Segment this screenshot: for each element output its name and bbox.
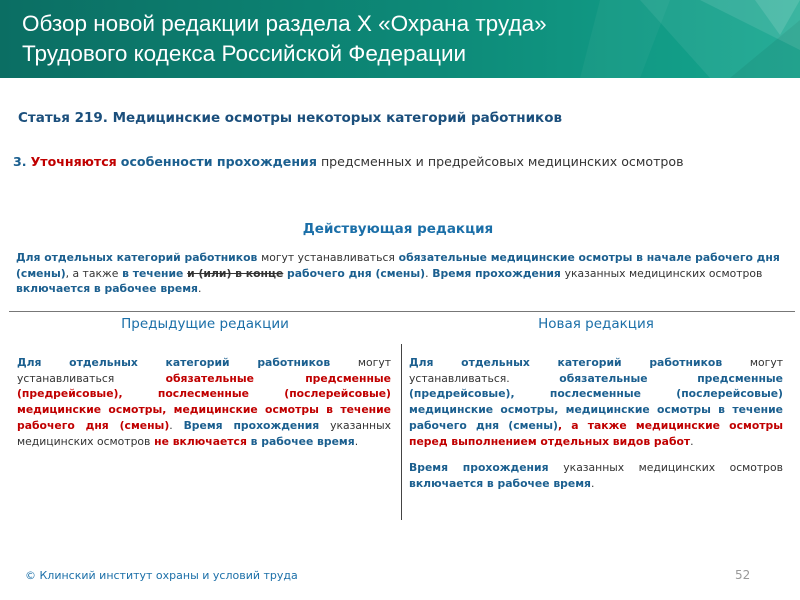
current-t7: рабочего дня (смены)	[287, 266, 426, 280]
new-t6: Время прохождения	[409, 461, 549, 475]
previous-t2: могут устанавливаться	[17, 356, 391, 385]
current-t5: в течение	[122, 266, 184, 280]
previous-t4: .	[169, 418, 173, 432]
footer-organization: © Клинский институт охраны и условий труда	[25, 569, 298, 582]
previous-editions-text	[17, 355, 391, 449]
new-t7: указанных медицинских осмотров	[563, 461, 784, 475]
new-t3: обязательные предсменные (предрейсовые), послесменные (послерейсовые) медицинские осмотры, медицинские осмотры в течение рабочего дня (смены)	[409, 371, 783, 432]
point-number: 3.	[13, 154, 27, 169]
previous-t5: Время прохождения	[183, 418, 320, 432]
new-t5: .	[690, 434, 694, 448]
current-t1: Для отдельных категорий работников	[16, 251, 258, 264]
previous-t8: в рабочее время	[250, 434, 355, 448]
new-edition-heading: Новая редакция	[538, 316, 654, 332]
current-edition-text	[16, 250, 784, 297]
current-t2: могут устанавливаться	[261, 251, 395, 264]
article-title: Статья 219. Медицинские осмотры некоторых категорий работников	[18, 110, 563, 126]
current-t8: .	[425, 266, 429, 280]
current-t11: включается в рабочее время	[16, 282, 198, 295]
new-t2: могут устанавливаться.	[409, 356, 783, 385]
divider-horizontal	[9, 311, 795, 312]
previous-editions-heading: Предыдущие редакции	[121, 316, 289, 332]
current-t10: указанных медицинских осмотров	[564, 266, 763, 280]
slide-title-line-1: Обзор новой редакции раздела X «Охрана труда»	[22, 11, 547, 36]
point-3	[13, 153, 783, 171]
current-t3: обязательные медицинские осмотры в начале рабочего дня (смены)	[16, 251, 780, 280]
divider-vertical	[401, 344, 402, 520]
new-edition-text	[409, 355, 783, 492]
slide-title	[22, 9, 662, 69]
previous-t7: не включается	[154, 434, 247, 448]
slide-header	[0, 0, 800, 78]
point-red-word: Уточняются	[30, 154, 117, 169]
current-t6-struck: и (или) в конце	[187, 266, 284, 280]
new-t4: , а также медицинские осмотры перед выполнением отдельных видов работ	[409, 418, 783, 448]
previous-t6: указанных медицинских осмотров	[17, 418, 391, 448]
new-t9: .	[590, 476, 595, 490]
previous-t3: обязательные предсменные (предрейсовые), послесменные (послерейсовые) медицинские осмотры, медицинские осмотры в течение рабочего дня (смены)	[17, 371, 392, 432]
current-t9: Время прохождения	[432, 266, 561, 280]
point-rest: предсменных и предрейсовых медицинских осмотров	[320, 154, 684, 169]
slide-title-line-2: Трудового кодекса Российской Федерации	[22, 41, 467, 66]
previous-t1: Для отдельных категорий работников	[17, 356, 331, 369]
current-edition-heading: Действующая редакция	[302, 221, 494, 237]
previous-t9: .	[354, 434, 359, 448]
point-blue-phrase: особенности прохождения	[120, 154, 317, 169]
current-t4: , а также	[65, 266, 119, 280]
new-t8: включается в рабочее время	[409, 476, 591, 490]
new-t1: Для отдельных категорий работников	[409, 356, 723, 369]
new-edition-paragraph-2	[409, 460, 783, 491]
page-number: 52	[735, 568, 751, 582]
current-t12: .	[197, 282, 202, 295]
